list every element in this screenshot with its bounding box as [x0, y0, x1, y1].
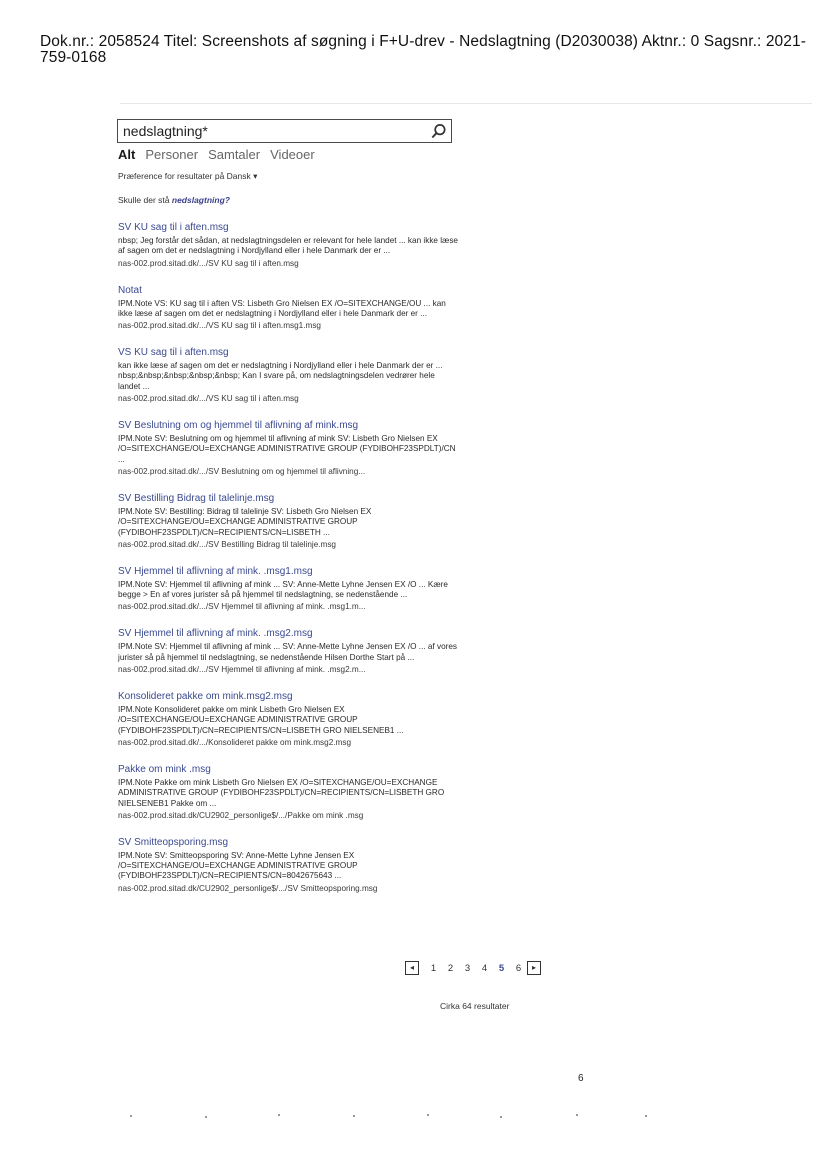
pagination: [405, 961, 541, 975]
result-item: [118, 347, 458, 404]
result-url: nas-002.prod.sitad.dk/.../SV Beslutning om og hjemmel til aflivning...: [118, 466, 366, 476]
tab-videoer[interactable]: Videoer: [270, 147, 315, 162]
result-url: nas-002.prod.sitad.dk/.../SV KU sag til i aften.msg: [118, 258, 299, 268]
result-snippet: IPM.Note SV: Hjemmel til aflivning af mink ... SV: Anne-Mette Lyhne Jensen EX /O ... Kære begge > En af vores jurister så på hjemmel til nedslagtning, se nedenstående ...: [118, 579, 448, 600]
result-item: [118, 628, 458, 675]
result-url: nas-002.prod.sitad.dk/.../VS KU sag til i aften.msg1.msg: [118, 321, 321, 331]
search-box[interactable]: [117, 119, 452, 143]
result-count: Cirka 64 resultater: [440, 1001, 510, 1011]
result-url: nas-002.prod.sitad.dk/CU2902_personlige$/.../SV Smitteopsporing.msg: [118, 883, 378, 893]
next-page-button[interactable]: ▸: [527, 961, 541, 975]
spelling-suggestion: [118, 195, 230, 205]
document-header: Dok.nr.: 2058524 Titel: Screenshots af søgning i F+U-drev - Nedslagtning (D2030038) Aktnr.: 0 Sagsnr.: 2021-759-0168: [40, 33, 806, 66]
scan-speck: [130, 1115, 132, 1117]
divider: [120, 103, 812, 104]
results-list: [118, 222, 458, 910]
result-title-link[interactable]: SV Hjemmel til aflivning af mink. .msg1.msg: [118, 565, 313, 577]
result-item: [118, 837, 458, 894]
result-snippet: kan ikke læse af sagen om det er nedslagtning i Nordjylland eller i hele Danmark der er ... nbsp;&nbsp;&nbsp;&nbsp;&nbsp; Kan I svare på, om nedslagtningsdelen vedrører hele landet ...: [118, 361, 443, 391]
result-snippet: IPM.Note SV: Smitteopsporing SV: Anne-Mette Lyhne Jensen EX /O=SITEXCHANGE/OU=EXCHANGE ADMINISTRATIVE GROUP (FYDIBOHF23SPDLT)/CN=RECIPIENTS/CN=8042675643 ...: [118, 850, 358, 881]
tab-alt[interactable]: Alt: [118, 147, 136, 162]
page-number: 6: [578, 1073, 584, 1084]
result-title-link[interactable]: SV Smitteopsporing.msg: [118, 836, 229, 848]
result-item: [118, 285, 458, 332]
result-title-link[interactable]: Notat: [118, 284, 142, 296]
result-title-link[interactable]: VS KU sag til i aften.msg: [118, 347, 229, 359]
scan-speck: [645, 1115, 647, 1117]
result-url: nas-002.prod.sitad.dk/.../SV Bestilling Bidrag til talelinje.msg: [118, 539, 336, 549]
scan-speck: [427, 1114, 429, 1116]
page-link-1[interactable]: 1: [430, 962, 437, 974]
scan-speck: [500, 1116, 502, 1118]
result-title-link[interactable]: SV Hjemmel til aflivning af mink. .msg2.msg: [118, 628, 313, 640]
result-title-link[interactable]: SV KU sag til i aften.msg: [118, 222, 229, 233]
search-tabs: [118, 147, 315, 162]
result-url: nas-002.prod.sitad.dk/.../Konsolideret pakke om mink.msg2.msg: [118, 737, 351, 747]
scan-speck: [278, 1114, 280, 1116]
result-item: [118, 764, 458, 821]
result-url: nas-002.prod.sitad.dk/.../SV Hjemmel til aflivning af mink. .msg2.m...: [118, 665, 366, 675]
result-title-link[interactable]: SV Beslutning om og hjemmel til aflivning af mink.msg: [118, 420, 359, 432]
result-url: nas-002.prod.sitad.dk/.../VS KU sag til i aften.msg: [118, 394, 299, 404]
page-link-2[interactable]: 2: [447, 962, 454, 974]
language-preference[interactable]: [118, 171, 257, 182]
result-item: [118, 691, 458, 748]
result-snippet: IPM.Note VS: KU sag til i aften VS: Lisbeth Gro Nielsen EX /O=SITEXCHANGE/OU ... kan ikke læse af sagen om det er nedslagtning i Nordjylland eller i hele Danmark der er ...: [118, 298, 446, 318]
prev-page-button[interactable]: ◂: [405, 961, 419, 975]
result-snippet: IPM.Note Pakke om mink Lisbeth Gro Nielsen EX /O=SITEXCHANGE/OU=EXCHANGE ADMINISTRATIVE GROUP (FYDIBOHF23SPDLT)/CN=RECIPIENTS/CN=LISBETH GRO NIELSENEB1 Pakke om ...: [118, 777, 445, 808]
result-snippet: nbsp; Jeg forstår det sådan, at nedslagtningsdelen er relevant for hele landet ... kan ikke læse af sagen om det er nedslagtning i Nordjylland eller i hele Danmark der er ...: [118, 236, 458, 256]
search-input[interactable]: nedslagtning*: [123, 123, 208, 139]
language-preference-label: Præference for resultater på Dansk: [118, 171, 251, 181]
result-url: nas-002.prod.sitad.dk/CU2902_personlige$/.../Pakke om mink .msg: [118, 810, 364, 820]
result-item: [118, 222, 458, 269]
result-snippet: IPM.Note SV: Beslutning om og hjemmel til aflivning af mink SV: Lisbeth Gro Nielsen EX /O=SITEXCHANGE/OU=EXCHANGE ADMINISTRATIVE GROUP (FYDIBOHF23SPDLT)/CN ...: [118, 434, 456, 464]
page-link-4[interactable]: 4: [481, 962, 488, 974]
page-link-5[interactable]: 5: [498, 962, 505, 974]
result-snippet: IPM.Note SV: Hjemmel til aflivning af mink ... SV: Anne-Mette Lyhne Jensen EX /O ... af vores jurister så på hjemmel til nedslagtning, se nedenstående Hilsen Dorthe Start på ...: [118, 642, 458, 662]
result-item: [118, 420, 458, 477]
tab-personer[interactable]: Personer: [145, 147, 199, 162]
scan-speck: [205, 1116, 207, 1118]
result-snippet: IPM.Note Konsolideret pakke om mink Lisbeth Gro Nielsen EX /O=SITEXCHANGE/OU=EXCHANGE ADMINISTRATIVE GROUP (FYDIBOHF23SPDLT)/CN=RECIPIENTS/CN=LISBETH GRO NIELSENEB1 ...: [118, 705, 404, 735]
result-url: nas-002.prod.sitad.dk/.../SV Hjemmel til aflivning af mink. .msg1.m...: [118, 602, 366, 612]
search-icon[interactable]: [429, 122, 448, 141]
tab-samtaler[interactable]: Samtaler: [208, 147, 261, 162]
suggestion-prefix: Skulle der stå: [118, 195, 170, 205]
result-title-link[interactable]: Pakke om mink .msg: [118, 763, 211, 775]
scan-speck: [576, 1114, 578, 1116]
chevron-down-icon: ▾: [253, 171, 258, 181]
page-link-6[interactable]: 6: [515, 962, 522, 974]
suggestion-link[interactable]: nedslagtning?: [171, 195, 230, 205]
result-item: [118, 493, 458, 550]
result-title-link[interactable]: Konsolideret pakke om mink.msg2.msg: [118, 691, 293, 703]
page-link-3[interactable]: 3: [464, 962, 471, 974]
scan-speck: [353, 1115, 355, 1117]
result-item: [118, 566, 458, 613]
result-snippet: IPM.Note SV: Bestilling: Bidrag til talelinje SV: Lisbeth Gro Nielsen EX /O=SITEXCHANGE/OU=EXCHANGE ADMINISTRATIVE GROUP (FYDIBOHF23SPDLT)/CN=RECIPIENTS/CN=LISBETH ...: [118, 506, 372, 537]
result-title-link[interactable]: SV Bestilling Bidrag til talelinje.msg: [118, 492, 275, 504]
